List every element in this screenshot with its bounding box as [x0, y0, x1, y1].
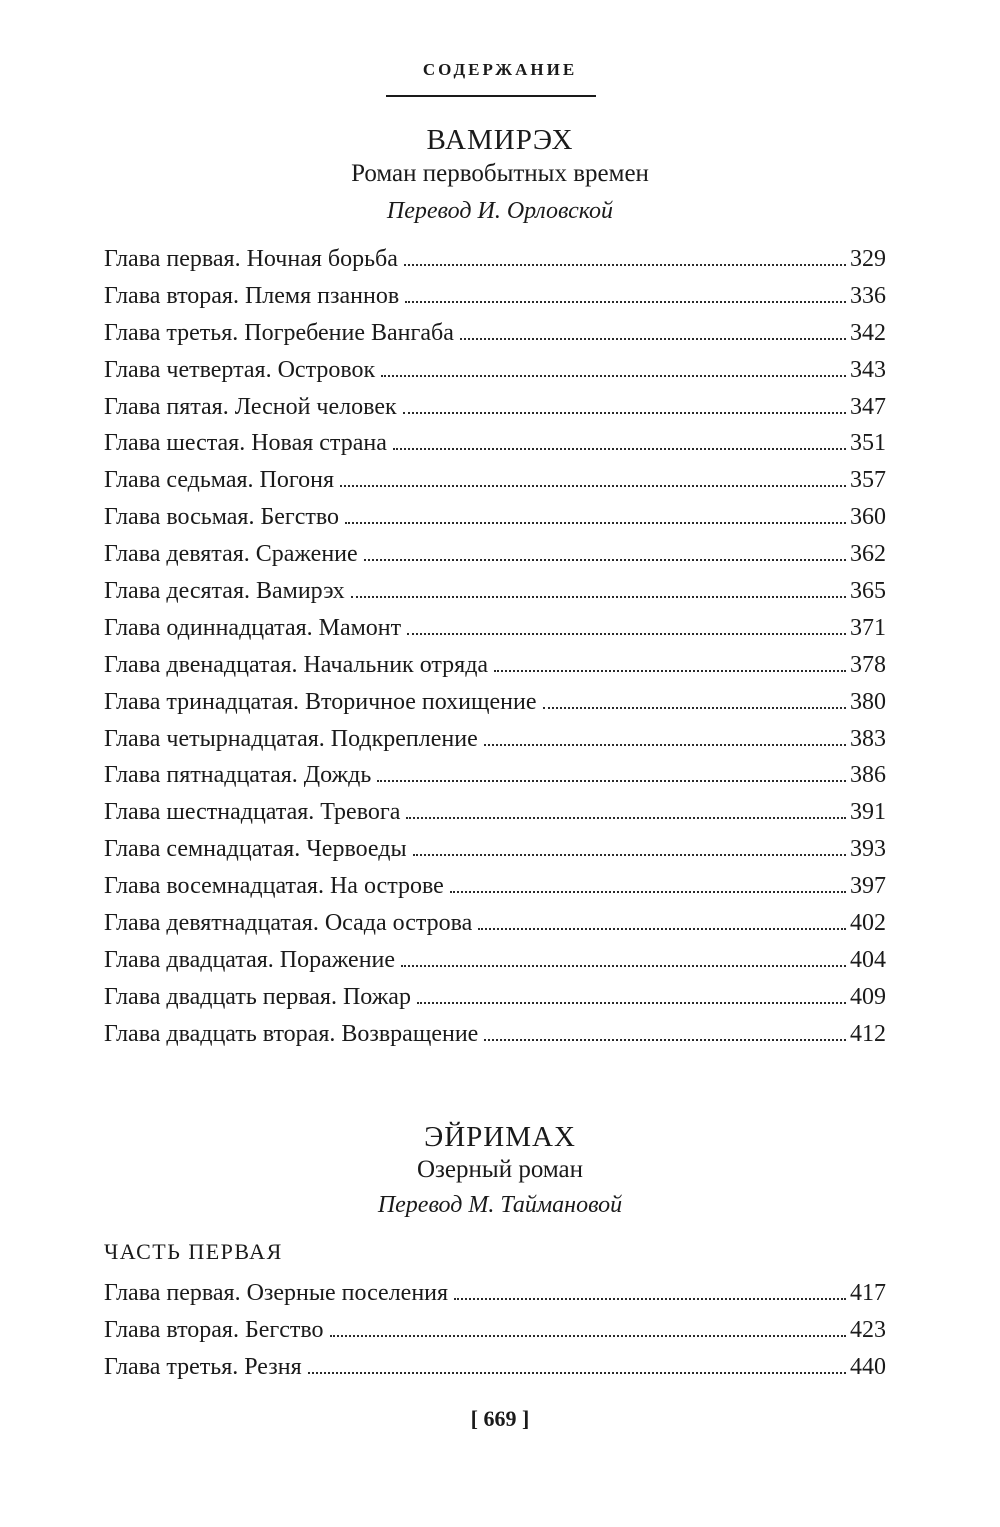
toc-entry-label: Глава третья. Резня — [104, 1353, 302, 1380]
toc-entry-label: Глава восьмая. Бегство — [104, 504, 340, 531]
toc-entry — [104, 315, 886, 352]
toc-entry-label: Глава тринадцатая. Вторичное похищение — [104, 688, 537, 715]
toc-entry-label: Глава шестнадцатая. Тревога — [104, 799, 401, 826]
toc-entry-label: Глава вторая. Племя пзаннов — [104, 282, 400, 309]
toc-entry — [104, 831, 886, 868]
section1-toc — [104, 241, 886, 1053]
toc-entry — [104, 536, 886, 573]
toc-entry-label: Глава первая. Ночная борьба — [104, 246, 398, 272]
toc-entry-label: Глава семнадцатая. Червоеды — [104, 836, 407, 863]
toc-entry-page: 383 — [850, 725, 886, 752]
toc-entry-label: Глава десятая. Вамирэх — [104, 578, 345, 605]
toc-entry — [104, 942, 886, 979]
dot-leader — [403, 412, 846, 414]
toc-entry-page: 378 — [850, 651, 886, 678]
dot-leader — [393, 448, 846, 450]
toc-entry — [104, 389, 886, 426]
toc-entry-label: Глава двадцать вторая. Возвращение — [104, 1020, 479, 1047]
dot-leader — [340, 485, 846, 487]
toc-entry-page: 397 — [850, 873, 886, 900]
section2-toc — [104, 1275, 886, 1386]
toc-entry-page: 342 — [850, 319, 886, 346]
section2-title: ЭЙРИМАХ — [424, 1121, 576, 1153]
toc-entry — [104, 425, 886, 462]
toc-entry-label: Глава пятнадцатая. Дождь — [104, 762, 372, 789]
toc-entry-page: 371 — [850, 614, 886, 641]
dot-leader — [417, 1002, 846, 1004]
toc-entry — [104, 647, 886, 684]
toc-entry-page: 380 — [850, 688, 886, 715]
toc-entry-page: 391 — [850, 799, 886, 826]
dot-leader — [478, 928, 846, 930]
toc-entry-page: 336 — [850, 282, 886, 309]
toc-entry — [104, 684, 886, 721]
dot-leader — [308, 1372, 846, 1374]
toc-entry-page: 351 — [850, 430, 886, 457]
toc-entry-page: 423 — [850, 1316, 886, 1343]
toc-entry-page: 362 — [850, 541, 886, 568]
dot-leader — [460, 338, 846, 340]
dot-leader — [543, 707, 847, 709]
toc-entry — [104, 905, 886, 942]
running-head: СОДЕРЖАНИЕ — [422, 60, 578, 79]
toc-entry — [104, 1349, 886, 1386]
toc-entry-label: Глава восемнадцатая. На острове — [104, 873, 444, 900]
dot-leader — [330, 1335, 846, 1337]
toc-entry-page: 357 — [850, 467, 886, 494]
dot-leader — [401, 965, 846, 967]
dot-leader — [406, 817, 846, 819]
toc-entry-label: Глава двенадцатая. Начальник отряда — [104, 651, 489, 678]
dot-leader — [484, 1039, 846, 1041]
toc-entry-label: Глава четвертая. Островок — [104, 356, 376, 383]
dot-leader — [381, 375, 846, 377]
toc-entry-page: 440 — [850, 1353, 886, 1380]
toc-entry-label: Глава вторая. Бегство — [104, 1316, 324, 1343]
section2-subtitle: Озерный роман — [417, 1156, 583, 1183]
toc-entry — [104, 573, 886, 610]
toc-entry-page: 386 — [850, 762, 886, 789]
dot-leader — [377, 780, 846, 782]
toc-entry-label: Глава девятнадцатая. Осада острова — [104, 910, 473, 937]
page-number: [ 669 ] — [470, 1406, 530, 1431]
toc-entry — [104, 610, 886, 647]
toc-entry — [104, 979, 886, 1016]
toc-entry — [104, 1312, 886, 1349]
toc-entry-page: 412 — [850, 1020, 886, 1047]
toc-entry-label: Глава шестая. Новая страна — [104, 430, 387, 457]
part-heading: ЧАСТЬ ПЕРВАЯ — [104, 1239, 283, 1264]
toc-entry-page: 347 — [850, 393, 886, 420]
toc-entry-label: Глава девятая. Сражение — [104, 541, 358, 568]
toc-entry — [104, 499, 886, 536]
toc-entry — [104, 757, 886, 794]
dot-leader — [450, 891, 846, 893]
dot-leader — [494, 670, 846, 672]
dot-leader — [407, 633, 846, 635]
toc-entry-label: Глава пятая. Лесной человек — [104, 393, 397, 420]
toc-entry-label: Глава одиннадцатая. Мамонт — [104, 614, 402, 641]
toc-entry-page: 402 — [850, 910, 886, 937]
toc-entry-label: Глава седьмая. Погоня — [104, 467, 334, 494]
toc-entry-label: Глава четырнадцатая. Подкрепление — [104, 725, 478, 752]
toc-entry-page: 404 — [850, 946, 886, 973]
toc-entry-page: 329 — [850, 246, 886, 272]
toc-entry — [104, 794, 886, 831]
dot-leader — [413, 854, 846, 856]
dot-leader — [351, 596, 846, 598]
toc-entry-page: 409 — [850, 983, 886, 1010]
toc-entry — [104, 868, 886, 905]
dot-leader — [364, 559, 846, 561]
toc-entry — [104, 1016, 886, 1053]
toc-entry-page: 343 — [850, 356, 886, 383]
toc-entry — [104, 721, 886, 758]
toc-entry-page: 393 — [850, 836, 886, 863]
dot-leader — [404, 264, 846, 266]
toc-entry-label: Глава третья. Погребение Вангаба — [104, 319, 454, 346]
toc-entry-label: Глава двадцать первая. Пожар — [104, 983, 411, 1010]
toc-entry — [104, 352, 886, 389]
section2-translator: Перевод М. Таймановой — [377, 1192, 623, 1218]
toc-entry-label: Глава двадцатая. Поражение — [104, 946, 396, 973]
dot-leader — [405, 301, 846, 303]
toc-entry-page: 365 — [850, 578, 886, 605]
section1-title: ВАМИРЭХ — [426, 124, 574, 156]
section1-translator: Перевод И. Орловской — [386, 198, 614, 224]
toc-entry — [104, 278, 886, 315]
dot-leader — [454, 1298, 846, 1300]
toc-entry — [104, 241, 886, 278]
dot-leader — [484, 744, 846, 746]
dot-leader — [345, 522, 846, 524]
header-rule — [386, 95, 596, 97]
toc-entry — [104, 1275, 886, 1312]
toc-entry-page: 417 — [850, 1280, 886, 1306]
toc-entry-page: 360 — [850, 504, 886, 531]
toc-entry — [104, 462, 886, 499]
toc-entry-label: Глава первая. Озерные поселения — [104, 1280, 449, 1306]
section1-subtitle: Роман первобытных времен — [351, 160, 649, 187]
